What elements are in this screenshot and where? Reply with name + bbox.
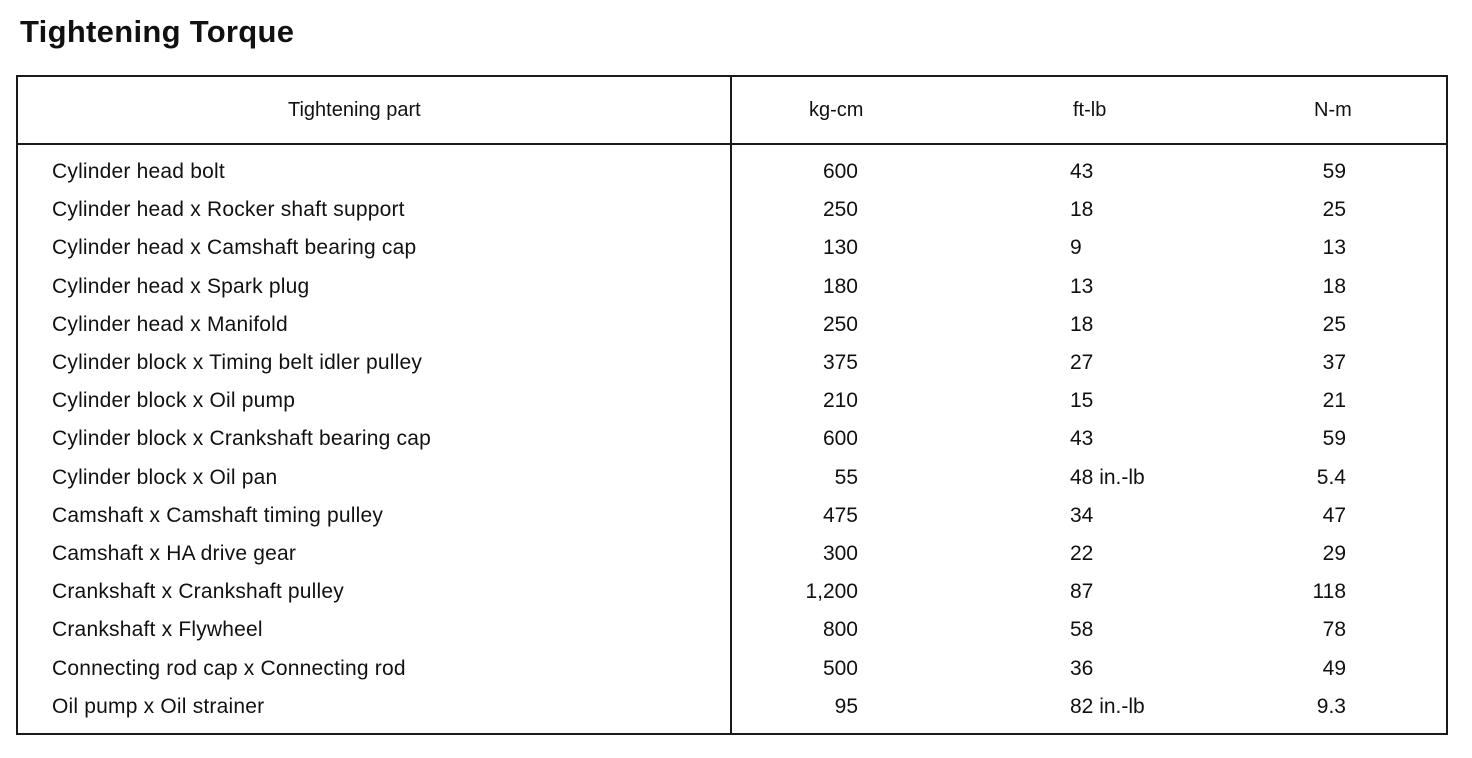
cell-tightening-part: Cylinder block x Timing belt idler pulley — [52, 351, 423, 374]
cell-ft-lb: 48 in.-lb — [1070, 465, 1145, 489]
cell-ft-lb: 36 — [1070, 656, 1094, 680]
table-row — [18, 420, 1446, 458]
table-row — [18, 688, 1446, 726]
cell-n-m: 59 — [1322, 160, 1346, 183]
cell-n-m: 49 — [1322, 656, 1346, 680]
table-row — [18, 497, 1446, 535]
cell-n-m: 25 — [1322, 198, 1346, 222]
cell-kg-cm: 250 — [822, 198, 858, 222]
cell-ft-lb: 13 — [1070, 274, 1094, 298]
table-row — [18, 535, 1446, 573]
cell-kg-cm: 180 — [822, 274, 858, 298]
cell-tightening-part: Camshaft x HA drive gear — [52, 542, 297, 565]
table-row — [18, 153, 1446, 191]
header-tightening-part: Tightening part — [288, 99, 421, 121]
cell-ft-lb: 22 — [1070, 542, 1094, 565]
cell-ft-lb: 34 — [1070, 503, 1094, 527]
table-row — [18, 344, 1446, 382]
cell-kg-cm: 475 — [822, 503, 858, 527]
cell-kg-cm: 600 — [822, 427, 858, 451]
cell-ft-lb: 18 — [1070, 198, 1094, 222]
cell-tightening-part: Crankshaft x Crankshaft pulley — [52, 580, 344, 604]
cell-tightening-part: Camshaft x Camshaft timing pulley — [52, 503, 384, 527]
cell-kg-cm: 130 — [822, 236, 858, 260]
header-n-m: N-m — [1314, 99, 1352, 121]
header-divider — [18, 143, 1446, 145]
header-ft-lb: ft-lb — [1073, 99, 1107, 121]
cell-n-m: 59 — [1322, 427, 1346, 451]
cell-tightening-part: Crankshaft x Flywheel — [52, 618, 263, 642]
cell-n-m: 13 — [1322, 236, 1346, 260]
header-kg-cm: kg-cm — [809, 99, 864, 121]
cell-n-m: 25 — [1322, 312, 1346, 336]
cell-tightening-part: Cylinder head x Camshaft bearing cap — [52, 236, 417, 260]
table-row — [18, 459, 1446, 497]
cell-n-m: 5.4 — [1316, 465, 1346, 489]
cell-kg-cm: 800 — [822, 618, 858, 642]
cell-ft-lb: 9 — [1070, 236, 1082, 260]
cell-n-m: 118 — [1312, 580, 1346, 604]
cell-kg-cm: 375 — [822, 351, 858, 374]
table-row — [18, 382, 1446, 420]
page-title: Tightening Torque — [20, 14, 295, 49]
cell-tightening-part: Cylinder block x Oil pan — [52, 465, 278, 489]
cell-ft-lb: 87 — [1070, 580, 1094, 604]
cell-kg-cm: 500 — [822, 656, 858, 680]
cell-tightening-part: Cylinder block x Oil pump — [52, 389, 296, 413]
table-row — [18, 306, 1446, 344]
cell-ft-lb: 43 — [1070, 427, 1094, 451]
cell-ft-lb: 27 — [1070, 351, 1094, 374]
cell-kg-cm: 95 — [834, 694, 858, 718]
cell-n-m: 21 — [1322, 389, 1346, 413]
cell-ft-lb: 82 in.-lb — [1070, 694, 1145, 718]
cell-n-m: 47 — [1322, 503, 1346, 527]
torque-table — [16, 75, 1448, 735]
cell-ft-lb: 58 — [1070, 618, 1094, 642]
cell-n-m: 37 — [1322, 351, 1346, 374]
cell-kg-cm: 300 — [822, 542, 858, 565]
cell-ft-lb: 43 — [1070, 160, 1094, 183]
table-row — [18, 191, 1446, 229]
cell-kg-cm: 250 — [822, 312, 858, 336]
cell-tightening-part: Cylinder head x Manifold — [52, 312, 288, 336]
cell-n-m: 78 — [1322, 618, 1346, 642]
cell-tightening-part: Cylinder block x Crankshaft bearing cap — [52, 427, 431, 451]
cell-tightening-part: Cylinder head x Rocker shaft support — [52, 198, 405, 222]
cell-tightening-part: Cylinder head x Spark plug — [52, 274, 310, 298]
table-row — [18, 611, 1446, 649]
cell-n-m: 18 — [1322, 274, 1346, 298]
cell-kg-cm: 55 — [834, 465, 858, 489]
cell-tightening-part: Oil pump x Oil strainer — [52, 694, 265, 718]
cell-kg-cm: 210 — [822, 389, 858, 413]
cell-kg-cm: 600 — [822, 160, 858, 183]
cell-n-m: 9.3 — [1316, 694, 1346, 718]
table-row — [18, 650, 1446, 688]
table-row — [18, 573, 1446, 611]
cell-kg-cm: 1,200 — [805, 580, 858, 604]
cell-ft-lb: 15 — [1070, 389, 1094, 413]
cell-ft-lb: 18 — [1070, 312, 1094, 336]
cell-n-m: 29 — [1322, 542, 1346, 565]
table-row — [18, 229, 1446, 267]
table-row — [18, 268, 1446, 306]
cell-tightening-part: Connecting rod cap x Connecting rod — [52, 656, 406, 680]
cell-tightening-part: Cylinder head bolt — [52, 160, 225, 183]
